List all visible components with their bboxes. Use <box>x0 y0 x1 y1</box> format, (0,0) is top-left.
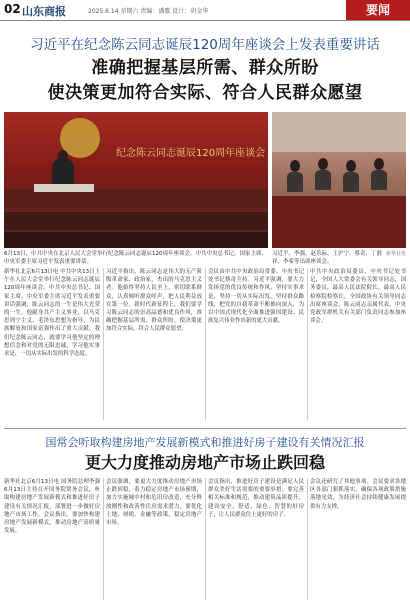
article-column: 会议由中共中央政治局常委、中央书记处书记蔡奇主持。习近平强调，要大力发扬党的优良传统和作风，坚持实事求是，坚持一切从实际出发，坚持群众路线，把党的自我革命不断推向深入，为以中国式现代化全面推进强国建设、民族复兴伟业作出新的更大贡献。 <box>208 269 304 325</box>
article2-column: 会议指出，推进好房子建设是满足人民群众美好生活需要的重要举措。要完善相关标准和规范，推动建筑品质提升，建设安全、舒适、绿色、智慧的好房子，让人民群众住上更好的房子。 <box>208 479 304 518</box>
article2-headline: 更大力度推动房地产市场止跌回稳 <box>84 453 325 472</box>
column-divider <box>103 478 104 600</box>
headline-line-2: 使决策更加符合实际、符合人民群众愿望 <box>47 83 363 103</box>
attendee-head <box>346 160 356 172</box>
audience-row <box>4 232 268 248</box>
attendee-head <box>290 160 300 172</box>
photo-backdrop <box>272 112 406 152</box>
secondary-photo <box>272 112 406 248</box>
column-divider <box>205 478 206 600</box>
article-column: 习近平指出，陈云同志是伟大的无产阶级革命家、政治家，杰出的马克思主义者。他始终坚持人民至上，密切联系群众，认真倾听群众呼声，把人民利益放在第一位。新时代新征程上，我们要学习陈云同志的崇高品德和优良作风，准确把握基层所需、群众所盼，使决策更加符合实际，符合人民群众愿望。 <box>106 269 202 333</box>
podium <box>34 184 94 192</box>
article-column: 中共中央政治局委员、中央书记处书记，全国人大常委会有关领导同志，国务委员，最高人民法院院长，最高人民检察院检察长，全国政协有关领导同志出席座谈会。陈云同志亲属代表，中央党政军群机关有关部门负责同志参加座谈会。 <box>310 269 406 325</box>
headline-line-1: 准确把握基层所需、群众所盼 <box>91 58 319 78</box>
article2-column: 新华社北京6月13日电 国务院总理李强6月13日主持召开国务院常务会议，听取构建房地产发展新模式和推进好房子建设有关情况汇报，部署进一步做好房地产市场工作。会议指出，要加快构建房地产发展新模式，推动房地产高质量发展。 <box>4 479 100 535</box>
section-divider <box>4 428 406 429</box>
photo-credit: 新华社发 <box>386 251 407 257</box>
main-photo <box>4 112 268 248</box>
column-divider <box>205 268 206 420</box>
article-column: 新华社北京6月13日电 中共中央13日上午在人民大会堂举行纪念陈云同志诞辰120周年座谈会。中共中央总书记、国家主席、中央军委主席习近平发表重要讲话强调，陈云同志的一生是伟大光荣的一生。他献身共产主义事业，以马克思列宁主义、毛泽东思想为指导，为民族解放和国家富强作出了重大贡献。我们纪念陈云同志，就要学习他坚定的理想信念和对党的无限忠诚，学习他实事求是、一切从实际出发的科学态度。 <box>4 269 100 358</box>
audience-row <box>4 190 268 208</box>
column-divider <box>307 268 308 420</box>
table-row <box>272 196 406 248</box>
speaker-figure <box>52 158 74 186</box>
issue-meta: 2025.6.14 星期六 责编：潘歌 设计：胡金华 <box>88 8 209 15</box>
page-number: 02 <box>4 2 21 16</box>
photo-caption-secondary: 习近平、李强、赵乐际、王沪宁、蔡奇、丁薛祥、李希等出席座谈会。 <box>272 251 383 265</box>
newspaper-name: 山东商报 <box>22 5 66 18</box>
audience-row <box>4 212 268 230</box>
attendee-body <box>315 170 331 190</box>
article-kicker: 习近平在纪念陈云同志诞辰120周年座谈会上发表重要讲话 <box>30 37 380 53</box>
attendee-body <box>371 170 387 190</box>
article2-kicker: 国常会听取构建房地产发展新模式和推进好房子建设有关情况汇报 <box>45 436 365 449</box>
article2-column: 会议强调，要更大力度推动房地产市场止跌回稳，着力稳定房地产市场预期，加力实施城中村和危旧房改造，充分释放刚性和改善性住房需求潜力。要优化土地、财税、金融等政策，稳定房地产市场。 <box>106 479 202 527</box>
attendee-head <box>318 158 328 170</box>
section-label: 要闻 <box>346 0 410 20</box>
attendee-head <box>374 158 384 170</box>
page-header <box>0 0 410 21</box>
column-divider <box>103 268 104 420</box>
speaker-head <box>58 150 68 162</box>
photo-banner-text: 纪念陈云同志诞辰120周年座谈会 <box>116 148 266 159</box>
attendee-body <box>287 172 303 192</box>
photo-caption: 6月13日，中共中央在北京人民大会堂举行纪念陈云同志诞辰120周年座谈会。中共中央总书记、国家主席、中央军委主席习近平发表重要讲话。 <box>4 251 267 265</box>
article2-column: 会议还研究了其他事项。会议要求各地区各部门狠抓落实，确保各项政策措施落地见效，为经济社会持续健康发展提供有力支撑。 <box>310 479 406 510</box>
column-divider <box>307 478 308 600</box>
attendee-body <box>343 172 359 192</box>
